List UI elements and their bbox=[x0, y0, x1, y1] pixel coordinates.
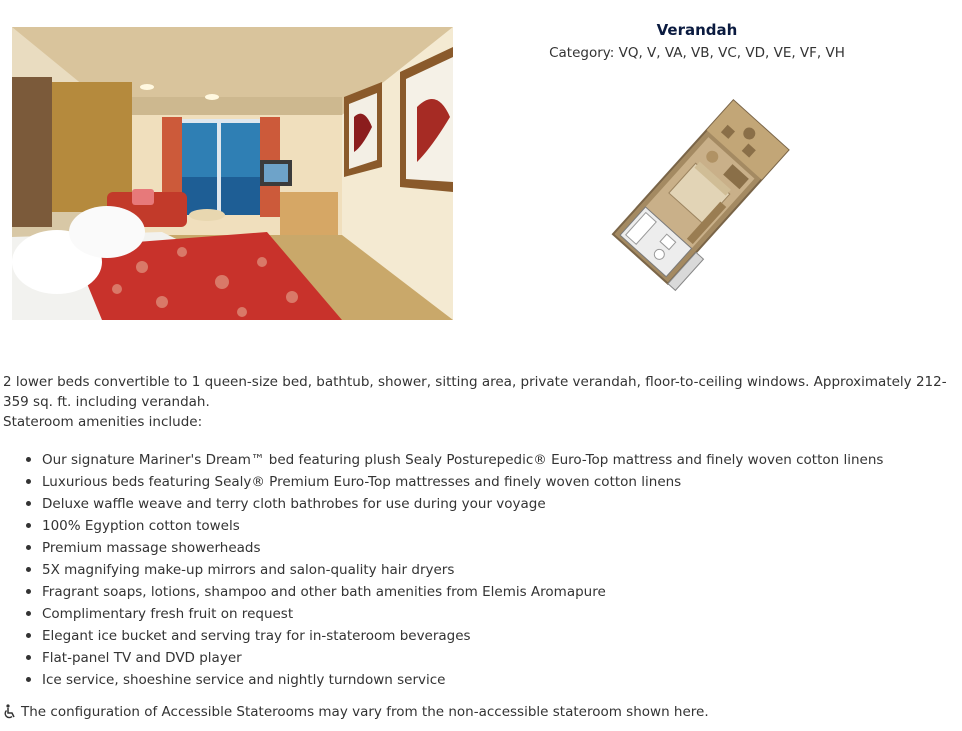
amenity-item: 5X magnifying make-up mirrors and salon-quality hair dryers bbox=[42, 559, 962, 581]
amenity-item: Complimentary fresh fruit on request bbox=[42, 603, 962, 625]
stateroom-description bbox=[3, 372, 953, 432]
amenity-item: Our signature Mariner's Dream™ bed featuring plush Sealy Posturepedic® Euro-Top mattress and finely woven cotton linens bbox=[42, 449, 962, 471]
accessibility-note bbox=[2, 702, 709, 722]
amenity-item: Deluxe waffle weave and terry cloth bathrobes for use during your voyage bbox=[42, 493, 962, 515]
amenity-item: Flat-panel TV and DVD player bbox=[42, 647, 962, 669]
amenity-item: Premium massage showerheads bbox=[42, 537, 962, 559]
amenities-list bbox=[0, 449, 962, 691]
amenity-item: Ice service, shoeshine service and nightly turndown service bbox=[42, 669, 962, 691]
amenity-item: Elegant ice bucket and serving tray for in-stateroom beverages bbox=[42, 625, 962, 647]
description-summary: 2 lower beds convertible to 1 queen-size bed, bathtub, shower, sitting area, private verandah, floor-to-ceiling windows. Approximately 212-359 sq. ft. including verandah. bbox=[3, 374, 947, 410]
amenities-intro: Stateroom amenities include: bbox=[3, 414, 203, 430]
amenity-item: Fragrant soaps, lotions, shampoo and other bath amenities from Elemis Aromapure bbox=[42, 581, 962, 603]
wheelchair-icon bbox=[2, 704, 18, 720]
stateroom-title: Verandah bbox=[656, 21, 738, 39]
amenity-item: Luxurious beds featuring Sealy® Premium Euro-Top mattresses and finely woven cotton linens bbox=[42, 471, 962, 493]
amenity-item: 100% Egyption cotton towels bbox=[42, 515, 962, 537]
floorplan-diagram bbox=[592, 88, 804, 302]
stateroom-category: Category: VQ, V, VA, VB, VC, VD, VE, VF, VH bbox=[549, 45, 845, 61]
stateroom-info bbox=[452, 20, 942, 63]
accessibility-text: The configuration of Accessible Staterooms may vary from the non-accessible stateroom shown here. bbox=[21, 704, 709, 720]
stateroom-photo bbox=[12, 27, 453, 320]
